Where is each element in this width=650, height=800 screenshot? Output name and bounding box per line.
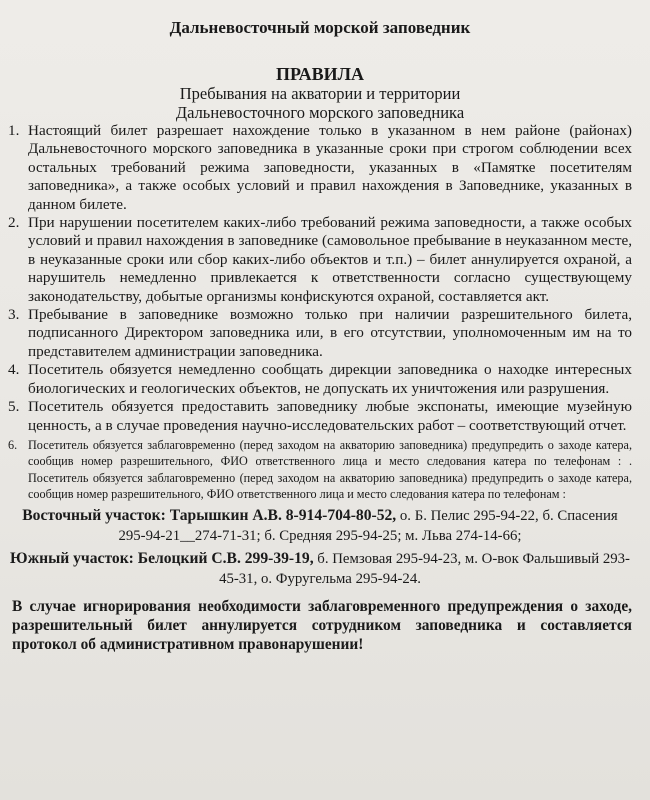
rule-number: 4. xyxy=(8,361,20,379)
rule-text: Посетитель обязуется предоставить заповеднику любые экспонаты, имеющие музейную ценность, а в случае проведения научно-исследовательских работ – соответствующий отчет. xyxy=(28,398,632,434)
rule-text: Посетитель обязуется немедленно сообщать дирекции заповедника о находке интересных биологических и геологических объектов, не допускать их уничтожения или разрушения. xyxy=(28,361,632,397)
rules-subtitle-line-1: Пребывания на акватории и территории xyxy=(179,84,461,103)
rule-number: 3. xyxy=(8,306,20,324)
rule-item xyxy=(8,214,632,306)
rule-item xyxy=(8,398,632,435)
rule-number: 2. xyxy=(8,214,20,232)
rule-text: При нарушении посетителем каких-либо требований режима заповедности, а также особых условий и правил нахождения в заповеднике (самовольное пребывание в неуказанном месте, в неуказанные сроки или сбор каких-либо объектов и т.п.) – билет аннулируется охраной, а нарушитель немедленно привлекается к ответственности согласно существующему законодательству, добытые организмы конфискуются охраной, составляется акт. xyxy=(28,214,632,305)
rule-number: 1. xyxy=(8,122,20,139)
warning-notice: В случае игнорирования необходимости заблаговременного предупреждения о заходе, разрешительный билет аннулируется сотрудником заповедника и составляется протокол об административном правонарушении! xyxy=(12,597,632,653)
rule-text: Настоящий билет разрешает нахождение только в указанном в нем районе (районах) Дальневосточного морского заповедника в указанные сроки при строгом соблюдении всех остальных требований режима заповедности, указанных в «Памятке посетителям заповедника», а также особых условий и правил нахождения в Заповеднике, указанных в данном билете. xyxy=(28,122,632,213)
south-section-contacts xyxy=(8,549,632,589)
rule-item xyxy=(8,437,632,503)
rules-list xyxy=(8,122,632,503)
east-section-phones: о. Б. Пелис 295-94-22, б. Спасения 295-94-21__274-71-31; б. Средняя 295-94-25; м. Льва 274-14-66; xyxy=(118,507,618,544)
rule-item xyxy=(8,306,632,361)
south-section-phones: б. Пемзовая 295-94-23, м. О-вок Фальшивый 293-45-31, о. Фуругельма 295-94-24. xyxy=(219,550,630,587)
organization-title: Дальневосточный морской заповедник xyxy=(169,18,471,37)
rules-heading: ПРАВИЛА xyxy=(275,64,365,84)
south-section-label: Южный участок: Белоцкий С.В. 299-39-19, xyxy=(10,549,314,567)
rule-item xyxy=(8,122,632,214)
rule-number: 5. xyxy=(8,398,20,416)
rule-text: Посетитель обязуется заблаговременно (перед заходом на акваторию заповедника) предупредить о заходе катера, сообщив номер разрешительного, ФИО ответственного лица и место следования катера по телефонам : . Посетитель обязуется заблаговременно (перед заходом на акваторию заповедника) предупредить о заходе катера, сообщив номер разрешительного, ФИО ответственного лица и место следования катера по телефонам : xyxy=(28,437,632,502)
rules-subtitle-line-2: Дальневосточного морского заповедника xyxy=(175,103,465,122)
east-section-contacts xyxy=(8,506,632,546)
rule-text: Пребывание в заповеднике возможно только при наличии разрешительного билета, подписанного Директором заповедника или, в его отсутствии, уполномоченным им на то представителем администрации заповедника. xyxy=(28,306,632,360)
rule-number: 6. xyxy=(8,437,18,452)
east-section-label: Восточный участок: Тарышкин А.В. 8-914-704-80-52, xyxy=(22,506,397,524)
rule-item xyxy=(8,361,632,398)
